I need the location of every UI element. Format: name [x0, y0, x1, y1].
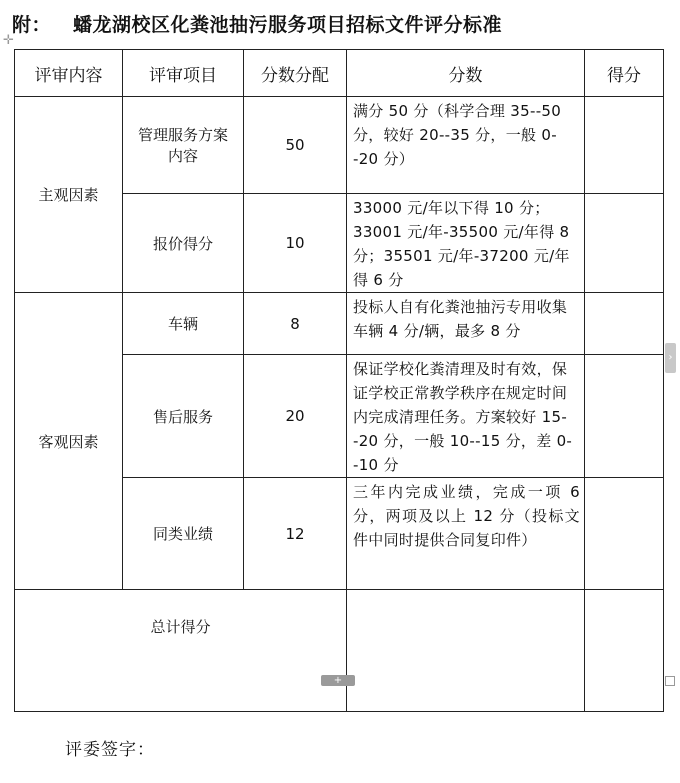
header-points-allocation: 分数分配 [244, 50, 347, 97]
header-review-content: 评审内容 [15, 50, 123, 97]
row-criteria: 保证学校化粪清理及时有效，保证学校正常教学秩序在规定时间内完成清理任务。方案较好 15--20 分，一般 10--15 分，差 0--10 分 [347, 355, 585, 478]
scoring-table [14, 49, 664, 712]
header-score: 得分 [585, 50, 664, 97]
add-row-handle-icon[interactable]: + [321, 675, 355, 686]
total-label: 总计得分 [15, 590, 347, 712]
title-prefix: 附： [12, 14, 52, 36]
row-item: 报价得分 [123, 194, 244, 293]
signature-label: 评委签字： [65, 740, 155, 760]
group-objective: 客观因素 [15, 293, 123, 590]
row-score-cell[interactable] [585, 97, 664, 194]
row-score-cell[interactable] [585, 293, 664, 355]
group-subjective: 主观因素 [15, 97, 123, 293]
title-text: 蟠龙湖校区化粪池抽污服务项目招标文件评分标准 [73, 14, 503, 36]
row-criteria: 满分 50 分（科学合理 35--50 分，较好 20--35 分，一般 0--20 分） [347, 97, 585, 194]
table-row [15, 97, 664, 194]
row-criteria: 三年内完成业绩，完成一项 6 分，两项及以上 12 分（投标文件中同时提供合同复印件） [347, 478, 585, 590]
row-points: 12 [244, 478, 347, 590]
row-points: 8 [244, 293, 347, 355]
row-score-cell[interactable] [585, 194, 664, 293]
row-score-cell[interactable] [585, 478, 664, 590]
row-item: 同类业绩 [123, 478, 244, 590]
row-points: 20 [244, 355, 347, 478]
row-score-cell[interactable] [585, 355, 664, 478]
row-criteria: 33000 元/年以下得 10 分；33001 元/年-35500 元/年得 8 分；35501 元/年-37200 元/年得 6 分 [347, 194, 585, 293]
table-move-icon[interactable]: ✛ [3, 33, 14, 48]
table-row [15, 293, 664, 355]
row-points: 50 [244, 97, 347, 194]
header-review-item: 评审项目 [123, 50, 244, 97]
row-item: 车辆 [123, 293, 244, 355]
total-value-cell[interactable] [347, 590, 585, 712]
row-points: 10 [244, 194, 347, 293]
row-item: 售后服务 [123, 355, 244, 478]
add-column-handle-icon[interactable]: › [665, 343, 676, 373]
header-criteria: 分数 [347, 50, 585, 97]
row-item: 管理服务方案内容 [123, 97, 244, 194]
total-score-cell[interactable] [585, 590, 664, 712]
table-header-row [15, 50, 664, 97]
total-row [15, 590, 664, 712]
row-criteria: 投标人自有化粪池抽污专用收集车辆 4 分/辆，最多 8 分 [347, 293, 585, 355]
table-resize-handle-icon[interactable] [665, 676, 675, 686]
document-title [12, 10, 672, 37]
